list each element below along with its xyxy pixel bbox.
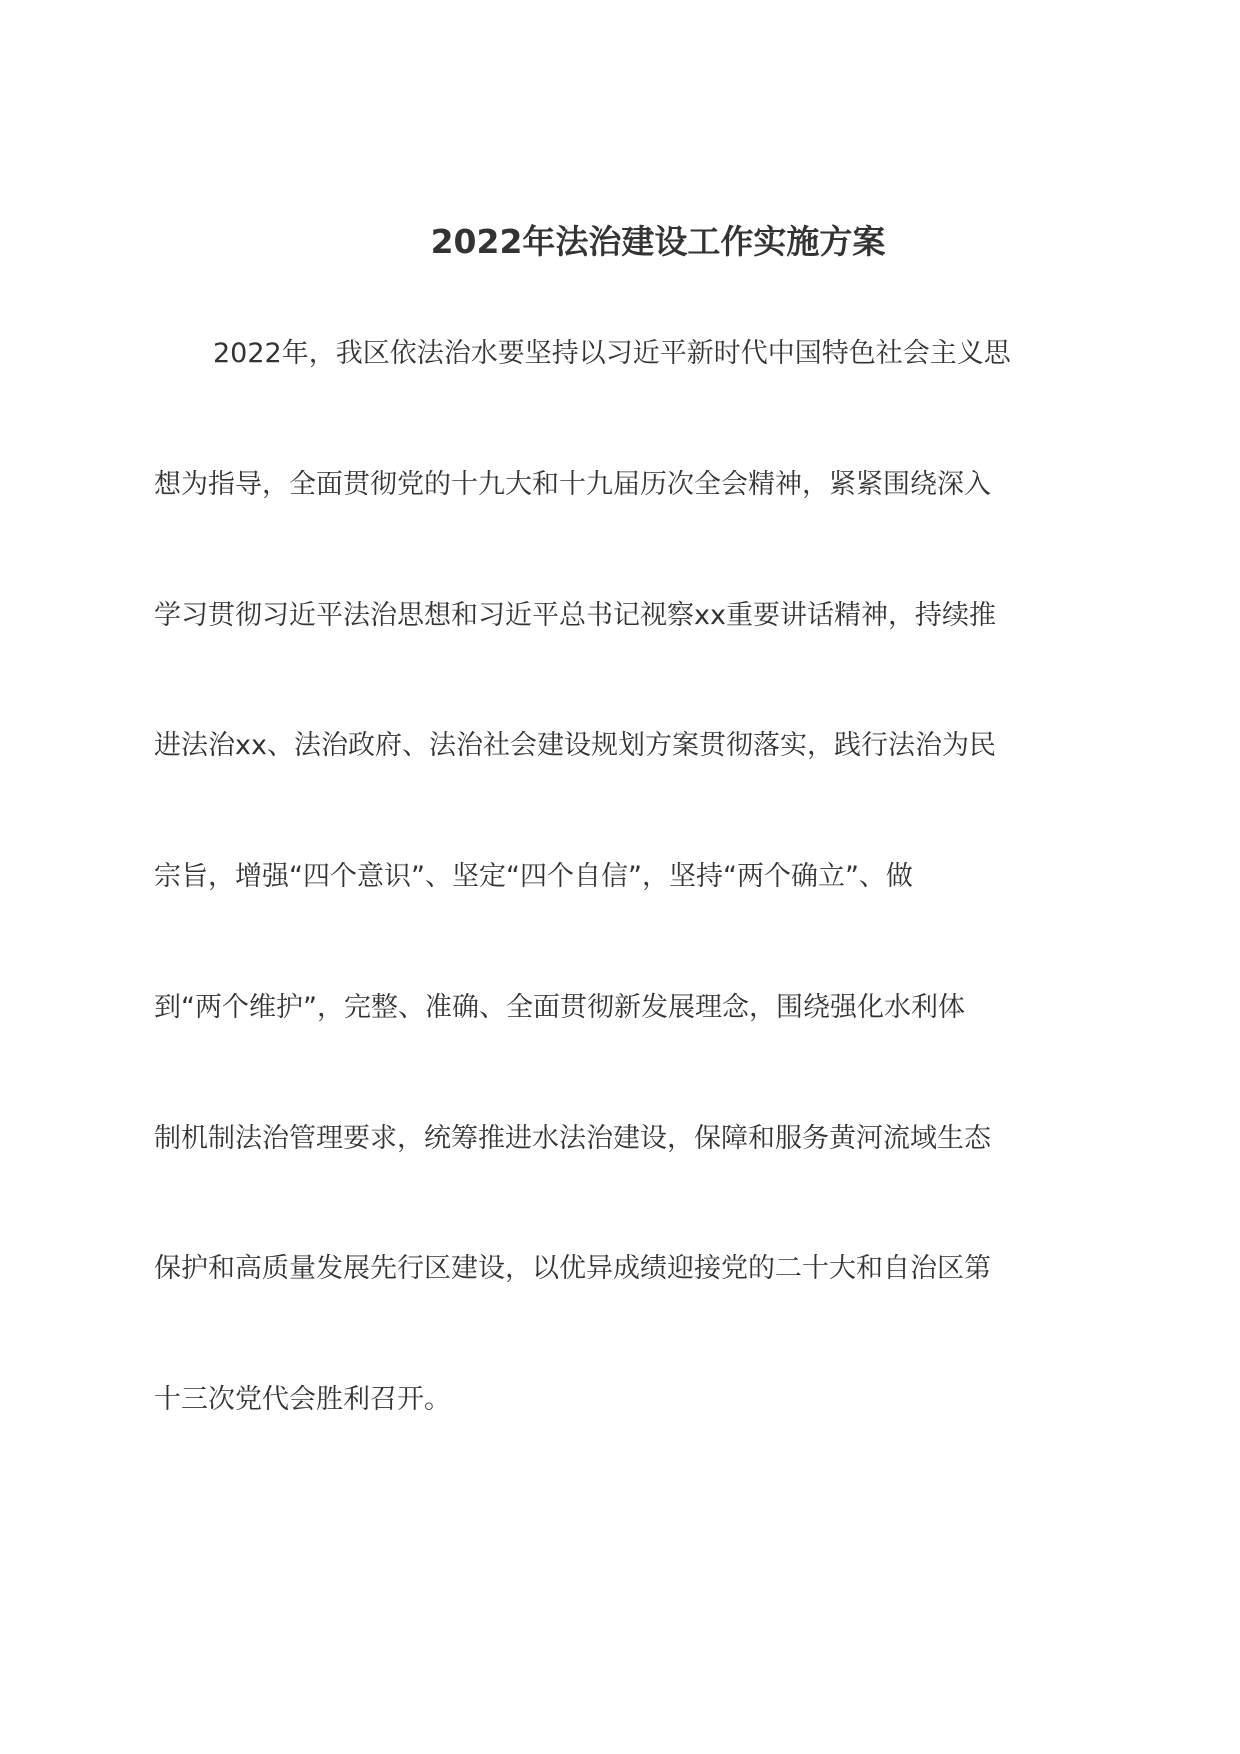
paragraph-line-8: 保护和高质量发展先行区建设，以优异成绩迎接党的二十大和自治区第 (154, 1253, 991, 1284)
paragraph-line-9: 十三次党代会胜利召开。 (154, 1384, 451, 1415)
paragraph-line-7: 制机制法治管理要求，统筹推进水法治建设，保障和服务黄河流域生态 (154, 1123, 991, 1154)
paragraph-line-5: 宗旨，增强“四个意识”、坚定“四个自信”，坚持“两个确立”、做 (154, 861, 913, 892)
document-title: 2022年法治建设工作实施方案 (430, 222, 886, 261)
paragraph-line-1: 2022年，我区依法治水要坚持以习近平新时代中国特色社会主义思 (213, 338, 1011, 369)
paragraph-line-2: 想为指导，全面贯彻党的十九大和十九届历次全会精神，紧紧围绕深入 (154, 469, 991, 500)
paragraph-line-3: 学习贯彻习近平法治思想和习近平总书记视察xx重要讲话精神，持续推 (154, 600, 996, 631)
paragraph-line-4: 进法治xx、法治政府、法治社会建设规划方案贯彻落实，践行法治为民 (154, 730, 996, 761)
paragraph-line-6: 到“两个维护”，完整、准确、全面贯彻新发展理念，围绕强化水利体 (154, 992, 965, 1023)
